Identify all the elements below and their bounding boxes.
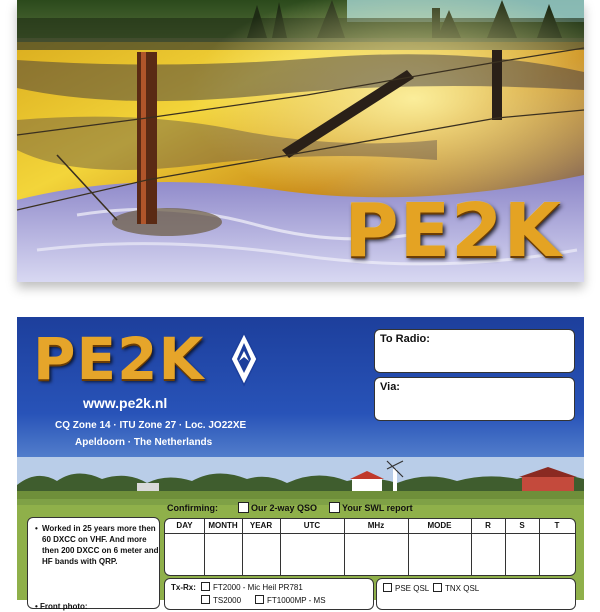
tnx-qsl-label: TNX QSL bbox=[445, 584, 480, 593]
col-mhz: MHz bbox=[367, 521, 385, 530]
table-header-divider bbox=[165, 533, 575, 534]
rig-ft2000[interactable] bbox=[201, 582, 303, 592]
two-way-qso-option: Our 2-way QSO bbox=[251, 503, 318, 513]
rig-ts2000-label: TS2000 bbox=[213, 596, 242, 605]
col-t: T bbox=[554, 521, 560, 530]
to-radio-field[interactable] bbox=[374, 329, 575, 373]
veron-logo bbox=[231, 333, 257, 385]
front-photo-card bbox=[17, 0, 584, 282]
info-text bbox=[35, 523, 159, 611]
rig-ft2000-checkbox[interactable] bbox=[201, 582, 210, 591]
confirming-row bbox=[167, 500, 427, 516]
col-utc: UTC bbox=[303, 521, 321, 530]
qsl-card-back bbox=[17, 317, 584, 611]
front-photo-label: • Front photo: bbox=[35, 602, 88, 611]
rig-ts2000[interactable] bbox=[201, 595, 241, 605]
bullet-icon: • bbox=[35, 524, 38, 533]
col-mode: MODE bbox=[427, 521, 452, 530]
two-way-qso-checkbox[interactable] bbox=[238, 502, 249, 513]
tx-rx-box bbox=[164, 578, 374, 610]
via-field[interactable] bbox=[374, 377, 575, 421]
table-divider bbox=[204, 519, 205, 575]
pse-qsl-option[interactable] bbox=[383, 583, 429, 593]
card-callsign: PE2K bbox=[33, 325, 205, 393]
col-year: YEAR bbox=[249, 521, 273, 530]
to-radio-label: To Radio: bbox=[380, 333, 430, 345]
info-box bbox=[27, 517, 160, 609]
qso-table[interactable] bbox=[164, 518, 576, 576]
station-location: Apeldoorn · The Netherlands bbox=[75, 437, 213, 448]
table-divider bbox=[280, 519, 281, 575]
col-month: MONTH bbox=[208, 521, 238, 530]
tnx-qsl-checkbox[interactable] bbox=[433, 583, 442, 592]
rig-ft1000mp-checkbox[interactable] bbox=[255, 595, 264, 604]
rig-ft1000mp-label: FT1000MP - MS bbox=[267, 596, 326, 605]
table-divider bbox=[344, 519, 345, 575]
tx-rx-label: Tx-Rx: bbox=[171, 583, 196, 592]
rig-ft1000mp[interactable] bbox=[255, 595, 326, 605]
qsl-request-box bbox=[376, 578, 576, 610]
table-divider bbox=[539, 519, 540, 575]
zones-locator: CQ Zone 14 · ITU Zone 27 · Loc. JO22XE bbox=[55, 420, 247, 431]
table-divider bbox=[242, 519, 243, 575]
website-url[interactable]: www.pe2k.nl bbox=[83, 395, 168, 411]
table-divider bbox=[505, 519, 506, 575]
table-divider bbox=[471, 519, 472, 575]
via-label: Via: bbox=[380, 381, 400, 393]
rig-ft2000-label: FT2000 - Mic Heil PR781 bbox=[213, 583, 303, 592]
swl-report-option: Your SWL report bbox=[342, 503, 413, 513]
dx-summary: Worked in 25 years more then 60 DXCC on VHF. And more then 200 DXCC on 6 meter and HF bands with QRP. bbox=[42, 524, 159, 566]
col-day: DAY bbox=[176, 521, 193, 530]
table-divider bbox=[408, 519, 409, 575]
front-callsign: PE2K bbox=[344, 188, 562, 274]
col-s: S bbox=[519, 521, 525, 530]
pse-qsl-label: PSE QSL bbox=[395, 584, 430, 593]
swl-report-checkbox[interactable] bbox=[329, 502, 340, 513]
rig-ts2000-checkbox[interactable] bbox=[201, 595, 210, 604]
confirming-label: Confirming: bbox=[167, 503, 218, 513]
col-r: R bbox=[485, 521, 491, 530]
tnx-qsl-option[interactable] bbox=[433, 583, 479, 593]
pse-qsl-checkbox[interactable] bbox=[383, 583, 392, 592]
